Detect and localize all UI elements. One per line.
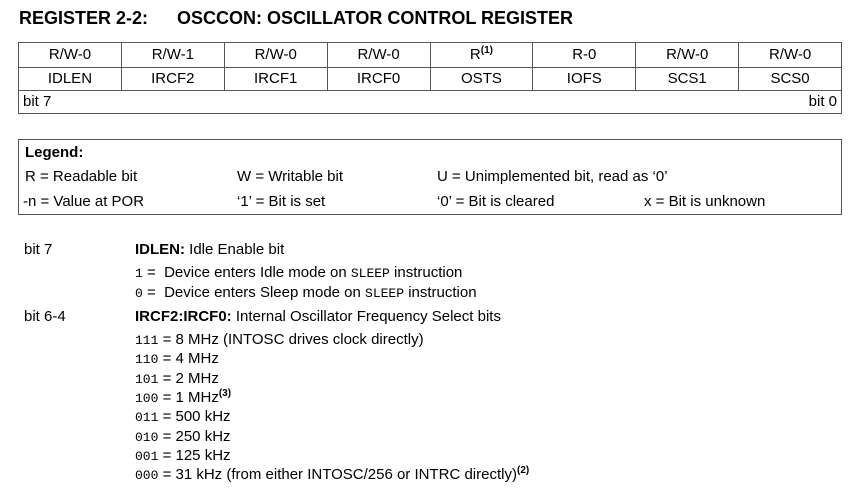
legend-box — [18, 139, 842, 215]
bit-high-label: bit 7 — [23, 93, 52, 110]
legend-writable: W = Writable bit — [237, 168, 344, 185]
bit-name-row — [19, 68, 841, 91]
bit64-label: bit 6-4 — [24, 308, 66, 325]
access-bit2: R-0 — [533, 43, 636, 67]
bit-name-ircf2: IRCF2 — [122, 68, 225, 90]
ircf-option-011: 011 = 500 kHz — [135, 408, 231, 425]
access-bit6: R/W-1 — [122, 43, 225, 67]
register-number: REGISTER 2-2: — [19, 8, 149, 28]
bit64-summary: Internal Oscillator Frequency Select bits — [231, 308, 501, 325]
register-title — [19, 8, 573, 29]
legend-unimplemented: U = Unimplemented bit, read as ‘0’ — [437, 168, 668, 185]
access-bit7: R/W-0 — [19, 43, 122, 67]
ircf-option-101: 101 = 2 MHz — [135, 370, 219, 387]
ircf-option-100: 100 = 1 MHz$^{(3)}$ — [135, 388, 232, 406]
register-name: OSCCON: OSCILLATOR CONTROL REGISTER — [177, 8, 574, 28]
bit-name-ircf0: IRCF0 — [328, 68, 431, 90]
bit7-option-1: 1 = Device enters Idle mode on SLEEP instruction — [135, 264, 463, 281]
access-bit5: R/W-0 — [225, 43, 328, 67]
bit-low-label: bit 0 — [808, 93, 837, 110]
ircf-option-111: 111 = 8 MHz (INTOSC drives clock directly) — [135, 331, 424, 348]
bit64-name: IRCF2:IRCF0: — [135, 308, 232, 325]
bit-name-osts: OSTS — [431, 68, 534, 90]
register-bit-table — [18, 42, 842, 114]
bit7-label: bit 7 — [24, 241, 53, 258]
access-bit3: $R^{(1)}$ — [431, 43, 534, 67]
bit-name-iofs: IOFS — [533, 68, 636, 90]
bit7-summary: Idle Enable bit — [185, 241, 285, 258]
bit64-heading — [135, 308, 501, 325]
bit-name-ircf1: IRCF1 — [225, 68, 328, 90]
legend-title: Legend: — [25, 144, 84, 161]
legend-readable: R = Readable bit — [25, 168, 138, 185]
bit-name-scs1: SCS1 — [636, 68, 739, 90]
legend-value-por: -n = Value at POR — [23, 193, 145, 210]
access-bit0: R/W-0 — [768, 46, 812, 63]
ircf-option-010: 010 = 250 kHz — [135, 428, 231, 445]
ircf-option-110: 110 = 4 MHz — [135, 350, 219, 367]
ircf-option-001: 001 = 125 kHz — [135, 447, 231, 464]
bit7-option-0: 0 = Device enters Sleep mode on SLEEP instruction — [135, 284, 477, 301]
legend-bit-unknown: x = Bit is unknown — [644, 193, 766, 210]
ircf-option-000: 000 = 31 kHz (from either INTOSC/256 or INTRC directly)$^{(2)}$ — [135, 465, 530, 483]
access-bit4: R/W-0 — [328, 43, 431, 67]
bit-name-idlen: IDLEN — [19, 68, 122, 90]
bit7-heading — [135, 241, 284, 258]
bit7-name: IDLEN: — [135, 241, 185, 258]
legend-bit-cleared: ‘0’ = Bit is cleared — [437, 193, 555, 210]
legend-bit-set: ‘1’ = Bit is set — [237, 193, 326, 210]
bit-name-scs0: SCS0 — [770, 70, 810, 87]
access-row — [19, 43, 841, 68]
access-bit1: R/W-0 — [636, 43, 739, 67]
